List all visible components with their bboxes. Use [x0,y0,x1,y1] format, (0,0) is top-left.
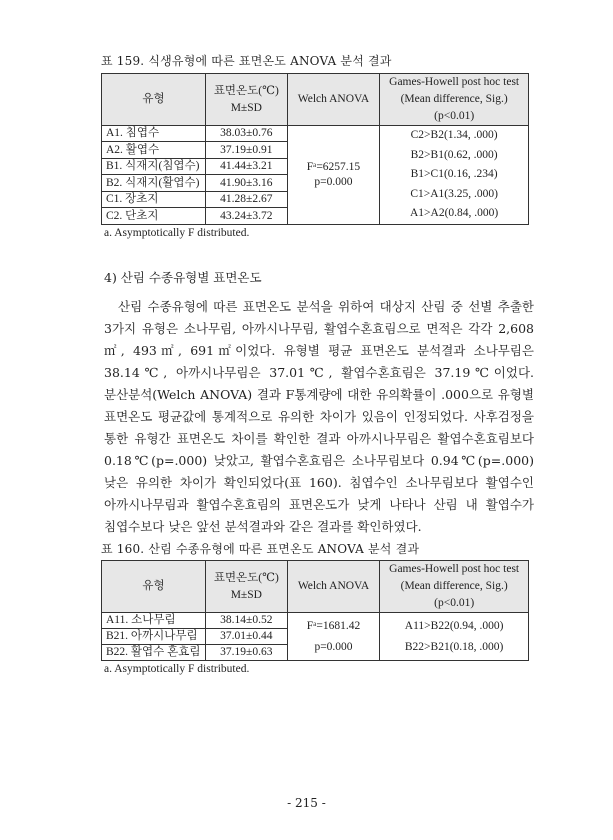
header-games-howell [380,561,529,613]
table-159-caption: 표 159. 식생유형에 따른 표면온도 ANOVA 분석 결과 [101,54,392,68]
header-gh-line1: Games-Howell post hoc test [389,76,520,88]
row-type: A1. 침엽수 [102,126,206,142]
posthoc-result [380,613,529,661]
row-type: C1. 장초지 [102,191,206,207]
header-type: 유형 [102,74,206,126]
table-160-caption: 표 160. 산림 수종유형에 따른 표면온도 ANOVA 분석 결과 [101,542,420,556]
row-type: B1. 식재지(침엽수) [102,158,206,174]
row-temp: 37.19±0.91 [205,142,287,158]
posthoc-item: C2>B2(1.34, .000) [410,129,498,141]
posthoc-result [380,126,529,225]
header-welch: Welch ANOVA [287,74,380,126]
table-header-row [102,74,529,126]
header-gh-line2: (Mean difference, Sig.) [400,580,508,592]
row-type: B22. 활엽수 혼효림 [102,645,206,661]
welch-result [287,126,380,225]
row-type: B21. 아까시나무림 [102,629,206,645]
row-type: B2. 식재지(활엽수) [102,175,206,191]
welch-result [287,613,380,661]
row-temp: 37.19±0.63 [205,645,287,661]
body-paragraph: 산림 수종유형에 따른 표면온도 분석을 위하여 대상지 산림 중 선별 추출한 3가지 유형은 소나무림, 아까시나무림, 활엽수혼효림으로 면적은 각각 2,608㎡, 493㎡, 691㎡이었다. 유형별 평균 표면온도 분석결과 소나무림은 38.14℃, 아까시나무림은 37.01℃, 활엽수혼효림은 37.19℃이었다. 분산분석(Welch ANOVA) 결과 F통계량에 대한 유의확률이 .000으로 유형별 표면온도 평균값에 통계적으로 유의한 차이가 있음이 인정되었다. 사후검정을 통한 유형간 표면온도 차이를 확인한 결과 아까시나무림은 활엽수혼효림보다 0.18℃(p=.000) 낮았고, 활엽수혼효림은 소나무림보다 0.94℃(p=.000) 낮은 유의한 차이가 확인되었다(표 160). 침엽수인 소나무림보다 활엽수인 아까시나무림과 활엽수혼효림의 표면온도가 낮게 나타나 산림 내 활엽수가 침엽수보다 낮은 앞선 분석결과와 같은 결과를 확인하였다. [104,299,534,534]
header-temp-line1: 표면온도(℃) [213,571,279,584]
header-surface-temp [205,74,287,126]
header-temp-line2: M±SD [230,588,262,601]
table-159 [101,73,529,225]
table-row [102,126,529,142]
posthoc-item: A1>A2(0.84, .000) [410,207,499,220]
header-temp-line2: M±SD [230,101,262,114]
posthoc-item: B1>C1(0.16, .234) [410,168,498,181]
welch-stat: Fᵃ=6257.15 [306,160,361,173]
row-temp: 41.44±3.21 [205,158,287,174]
welch-p: p=0.000 [314,175,353,188]
section-heading: 4) 산림 수종유형별 표면온도 [104,270,262,285]
header-gh-line3: (p<0.01) [434,597,475,609]
row-type: C2. 단초지 [102,208,206,225]
row-temp: 38.03±0.76 [205,126,287,142]
posthoc-item: B2>B1(0.62, .000) [410,148,498,161]
table-row [102,613,529,629]
header-gh-line1: Games-Howell post hoc test [389,563,520,575]
row-temp: 41.28±2.67 [205,191,287,207]
row-type: A11. 소나무림 [102,613,206,629]
table-160-note: a. Asymptotically F distributed. [104,663,250,675]
welch-p: p=0.000 [314,640,353,653]
row-temp: 41.90±3.16 [205,175,287,191]
table-header-row [102,561,529,613]
posthoc-item: A11>B22(0.94, .000) [404,619,504,632]
header-games-howell [380,74,529,126]
posthoc-item: B22>B21(0.18, .000) [404,640,504,653]
header-gh-line2: (Mean difference, Sig.) [400,93,508,105]
header-type: 유형 [102,561,206,613]
header-temp-line1: 표면온도(℃) [213,84,279,97]
row-temp: 37.01±0.44 [205,629,287,645]
header-welch: Welch ANOVA [287,561,380,613]
row-temp: 43.24±3.72 [205,208,287,225]
header-surface-temp [205,561,287,613]
welch-stat: Fᵃ=1681.42 [306,619,361,632]
table-159-note: a. Asymptotically F distributed. [104,227,250,239]
row-type: A2. 활엽수 [102,142,206,158]
row-temp: 38.14±0.52 [205,613,287,629]
posthoc-item: C1>A1(3.25, .000) [410,187,498,200]
page-number: - 215 - [287,796,326,810]
header-gh-line3: (p<0.01) [434,110,475,122]
table-160 [101,560,529,661]
